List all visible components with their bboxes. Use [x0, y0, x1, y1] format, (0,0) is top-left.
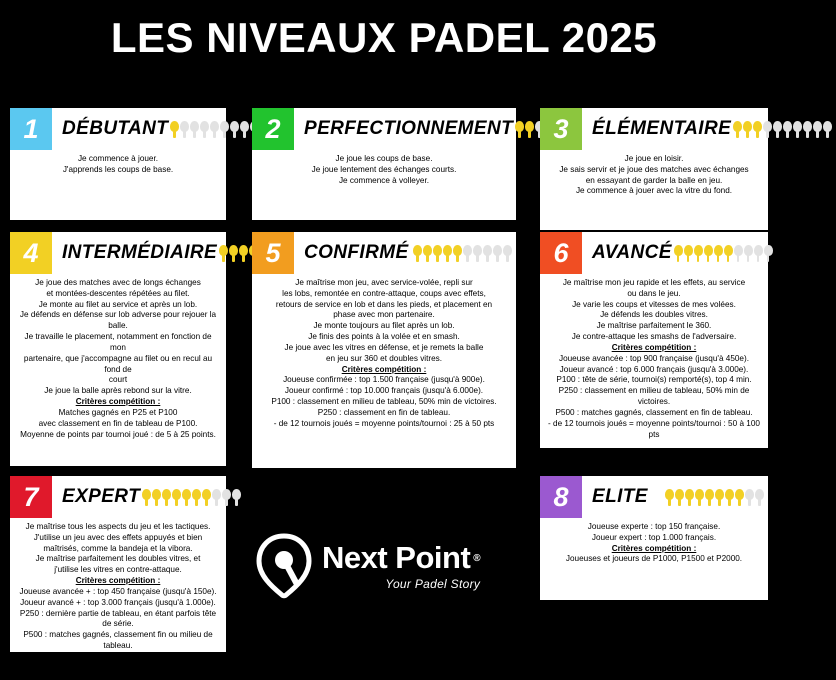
criteria-line: Joueur avancé + : top 3.000 français (jusqu'à 1.000e).: [20, 597, 216, 607]
racket-rating: [411, 232, 516, 274]
description-line: en jeu sur 360 et doubles vitres.: [325, 353, 443, 363]
level-header: [10, 108, 226, 150]
description-line: Je monte au filet au service et après un lob.: [38, 299, 198, 309]
criteria-line: Joueur confirmé : top 10.000 français (jusqu'à 6.000e).: [284, 386, 484, 396]
racket-icon: [219, 245, 228, 262]
criteria-line: avec classement en fin de tableau de P100.: [38, 418, 198, 428]
racket-icon: [813, 121, 822, 138]
racket-icon: [685, 489, 694, 506]
racket-icon: [763, 121, 772, 138]
racket-icon: [803, 121, 812, 138]
criteria-line: Moyenne de points par tournoi joué : de 5 à 25 points.: [20, 429, 216, 439]
racket-icon: [714, 245, 723, 262]
racket-icon: [453, 245, 462, 262]
level-number: 4: [10, 232, 52, 274]
criteria-title: Critères compétition :: [611, 342, 697, 352]
racket-icon: [755, 489, 764, 506]
racket-icon: [773, 121, 782, 138]
level-number: 8: [540, 476, 582, 518]
racket-icon: [220, 121, 229, 138]
racket-icon: [724, 245, 733, 262]
description-line: Je monte toujours au filet après un lob.: [313, 321, 455, 331]
racket-icon: [764, 245, 773, 262]
description-line: Je sais servir et je joue des matches avec échanges: [559, 164, 749, 174]
racket-icon: [684, 245, 693, 262]
criteria-line: Joueuse confirmée : top 1.500 française (jusqu'à 900e).: [283, 375, 485, 385]
criteria-title: Critères compétition :: [611, 543, 697, 553]
logo-registered-mark: ®: [473, 553, 481, 564]
racket-icon: [733, 121, 742, 138]
racket-icon: [433, 245, 442, 262]
racket-icon: [744, 245, 753, 262]
racket-icon: [665, 489, 674, 506]
level-card-5: [252, 232, 516, 468]
racket-icon: [423, 245, 432, 262]
criteria-line: Matches gagnés en P25 et P100: [58, 407, 178, 417]
level-card-4: [10, 232, 226, 466]
description-line: court: [108, 375, 128, 385]
level-header: [540, 232, 768, 274]
racket-icon: [735, 489, 744, 506]
description-line: Je maîtrise tous les aspects du jeu et les tactiques.: [25, 522, 211, 531]
level-card-8: [540, 476, 768, 600]
description-line: Je joue lentement des échanges courts.: [311, 164, 457, 174]
level-number: 5: [252, 232, 294, 274]
racket-icon: [753, 121, 762, 138]
page-title: LES NIVEAUX PADEL 2025: [110, 14, 658, 61]
racket-icon: [704, 245, 713, 262]
racket-icon: [222, 489, 231, 506]
criteria-line: Joueur avancé : top 6.000 français (jusqu'à 3.000e).: [559, 364, 749, 374]
racket-icon: [180, 121, 189, 138]
racket-icon: [172, 489, 181, 506]
racket-icon: [694, 245, 703, 262]
description-line: Je défends les doubles vitres.: [600, 310, 708, 320]
level-name: ÉLÉMENTAIRE: [592, 118, 732, 139]
description-line: Je maîtrise mon jeu, avec service-volée, repli sur: [295, 278, 473, 287]
description-line: Je joue la balle après rebond sur la vitre.: [44, 386, 192, 396]
criteria-line: - de 12 tournois joués = moyenne points/tournoi : 50 à 100 pts: [548, 418, 760, 439]
level-description: [540, 150, 768, 203]
description-line: Je contre-attaque les smashs de l'adversaire.: [571, 332, 737, 342]
description-line: maîtrisés, comme la bandeja et la vibora.: [43, 543, 193, 553]
level-card-3: [540, 108, 768, 230]
racket-icon: [515, 121, 524, 138]
level-description: [540, 274, 768, 446]
racket-icon: [823, 121, 832, 138]
description-line: Je joue les coups de base.: [335, 154, 433, 163]
level-name: ELITE: [592, 486, 648, 507]
level-name: INTERMÉDIAIRE: [62, 242, 218, 263]
level-header: [10, 232, 226, 274]
brand-logo: [256, 520, 508, 612]
description-line: Je travaille le placement, notamment en fonction de mon: [24, 332, 212, 352]
racket-icon: [200, 121, 209, 138]
racket-icon: [230, 121, 239, 138]
level-description: [540, 518, 768, 571]
description-line: Je commence à jouer avec la vitre du fond.: [575, 186, 733, 196]
racket-icon: [413, 245, 422, 262]
level-header: [540, 108, 768, 150]
racket-icon: [705, 489, 714, 506]
level-header: [540, 476, 768, 518]
racket-icon: [793, 121, 802, 138]
description-line: J'utilise un jeu avec des effets appuyés et bien: [33, 532, 203, 542]
level-description: [10, 150, 226, 182]
racket-icon: [525, 121, 534, 138]
criteria-line: Joueuses et joueurs de P1000, P1500 et P2000.: [565, 554, 743, 564]
racket-icon: [162, 489, 171, 506]
racket-rating: [672, 232, 777, 274]
level-name: DÉBUTANT: [62, 118, 169, 139]
description-line: Je commence à jouer.: [77, 154, 159, 163]
criteria-line: P100 : tête de série, tournoi(s) remporté(s), top 4 min.: [556, 375, 752, 385]
racket-icon: [725, 489, 734, 506]
criteria-title: Critères compétition :: [341, 364, 427, 374]
description-line: J'apprends les coups de base.: [62, 164, 174, 174]
description-line: Joueuse experte : top 150 française.: [587, 522, 721, 531]
criteria-line: P100 : classement en milieu de tableau, 50% min de victoires.: [271, 397, 497, 407]
description-line: Joueur expert : top 1.000 français.: [591, 532, 717, 542]
description-line: et montées-descentes répétées au filet.: [46, 288, 190, 298]
racket-icon: [483, 245, 492, 262]
racket-icon: [715, 489, 724, 506]
logo-name: Next Point: [322, 540, 471, 575]
description-line: Je finis des points à la volée et en smash.: [308, 332, 460, 342]
racket-icon: [754, 245, 763, 262]
racket-icon: [232, 489, 241, 506]
level-description: [10, 274, 226, 446]
level-number: 1: [10, 108, 52, 150]
description-line: j'utilise les vitres en contre-attaque.: [54, 565, 182, 575]
racket-icon: [142, 489, 151, 506]
level-name: AVANCÉ: [592, 242, 672, 263]
racket-icon: [503, 245, 512, 262]
racket-icon: [229, 245, 238, 262]
racket-icon: [239, 245, 248, 262]
racket-icon: [743, 121, 752, 138]
racket-icon: [443, 245, 452, 262]
racket-icon: [674, 245, 683, 262]
level-card-6: [540, 232, 768, 448]
level-number: 6: [540, 232, 582, 274]
description-line: en essayant de garder la balle en jeu.: [585, 175, 723, 185]
logo-tagline: Your Padel Story: [385, 577, 481, 591]
level-description: [252, 150, 516, 192]
racket-icon: [734, 245, 743, 262]
level-number: 2: [252, 108, 294, 150]
criteria-line: - de 12 tournois joués = moyenne points/tournoi : 25 à 50 pts: [273, 418, 495, 428]
description-line: Je varie les coups et vitesses de mes volées.: [572, 299, 736, 309]
level-name: EXPERT: [62, 486, 141, 507]
description-line: Je maîtrise parfaitement les doubles vitres, et: [35, 554, 201, 564]
level-card-2: [252, 108, 516, 220]
level-header: [10, 476, 226, 518]
racket-rating: [140, 476, 245, 518]
criteria-line: P250 : dernière partie de tableau, en étant parfois tête de série.: [19, 608, 217, 629]
description-line: partenaire, que j'accompagne au filet ou en recul au fond de: [23, 353, 213, 374]
racket-icon: [675, 489, 684, 506]
level-number: 7: [10, 476, 52, 518]
criteria-line: - de 12 tournois joués = moyenne points/tournoi : 100 pts et +: [21, 651, 215, 672]
racket-icon: [493, 245, 502, 262]
description-line: les lobs, remontée en contre-attaque, coups avec effets,: [282, 288, 486, 298]
level-header: [252, 108, 516, 150]
description-line: ou dans le jeu.: [627, 288, 681, 298]
racket-icon: [240, 121, 249, 138]
racket-icon: [182, 489, 191, 506]
racket-icon: [473, 245, 482, 262]
criteria-line: P500 : matches gagnés, classement fin ou milieu de tableau.: [23, 630, 213, 651]
description-line: Je défends en défense sur lob adverse pour rejouer la balle.: [19, 310, 217, 331]
level-card-7: [10, 476, 226, 672]
description-line: Je joue en loisir.: [624, 154, 684, 163]
racket-icon: [202, 489, 211, 506]
racket-icon: [152, 489, 161, 506]
racket-rating: [663, 476, 768, 518]
level-number: 3: [540, 108, 582, 150]
criteria-title: Critères compétition :: [75, 576, 161, 586]
description-line: phase avec mon partenaire.: [333, 310, 435, 320]
description-line: Je commence à volleyer.: [338, 175, 430, 185]
description-line: retours de service en lob et dans les pieds, et placement en: [275, 299, 493, 309]
racket-rating: [731, 108, 836, 150]
criteria-line: P250 : classement en fin de tableau.: [317, 407, 451, 417]
racket-icon: [745, 489, 754, 506]
level-description: [252, 274, 516, 436]
description-line: Je joue avec les vitres en défense, et je remets la balle: [284, 342, 484, 352]
racket-icon: [783, 121, 792, 138]
criteria-line: Joueuse avancée + : top 450 française (jusqu'à 150e).: [19, 586, 217, 596]
criteria-line: Joueuse avancée : top 900 française (jusqu'à 450e).: [558, 353, 749, 363]
description-line: Je joue des matches avec de longs échanges: [35, 278, 201, 287]
level-description: [10, 518, 226, 680]
level-header: [252, 232, 516, 274]
criteria-line: P250 : classement en milieu de tableau, 50% min de victoires.: [558, 386, 750, 407]
racket-icon: [210, 121, 219, 138]
level-name: CONFIRMÉ: [304, 242, 409, 263]
racket-icon: [170, 121, 179, 138]
level-name: PERFECTIONNEMENT: [304, 118, 514, 139]
racket-icon: [190, 121, 199, 138]
racket-icon: [463, 245, 472, 262]
racket-icon: [212, 489, 221, 506]
criteria-line: P500 : matches gagnés, classement en fin de tableau.: [555, 407, 753, 417]
criteria-title: Critères compétition :: [75, 397, 161, 407]
racket-icon: [695, 489, 704, 506]
level-card-1: [10, 108, 226, 220]
description-line: Je maîtrise mon jeu rapide et les effets, au service: [562, 278, 746, 287]
racket-icon: [192, 489, 201, 506]
next-point-mark-icon: [256, 534, 312, 598]
description-line: Je maîtrise parfaitement le 360.: [596, 321, 712, 331]
